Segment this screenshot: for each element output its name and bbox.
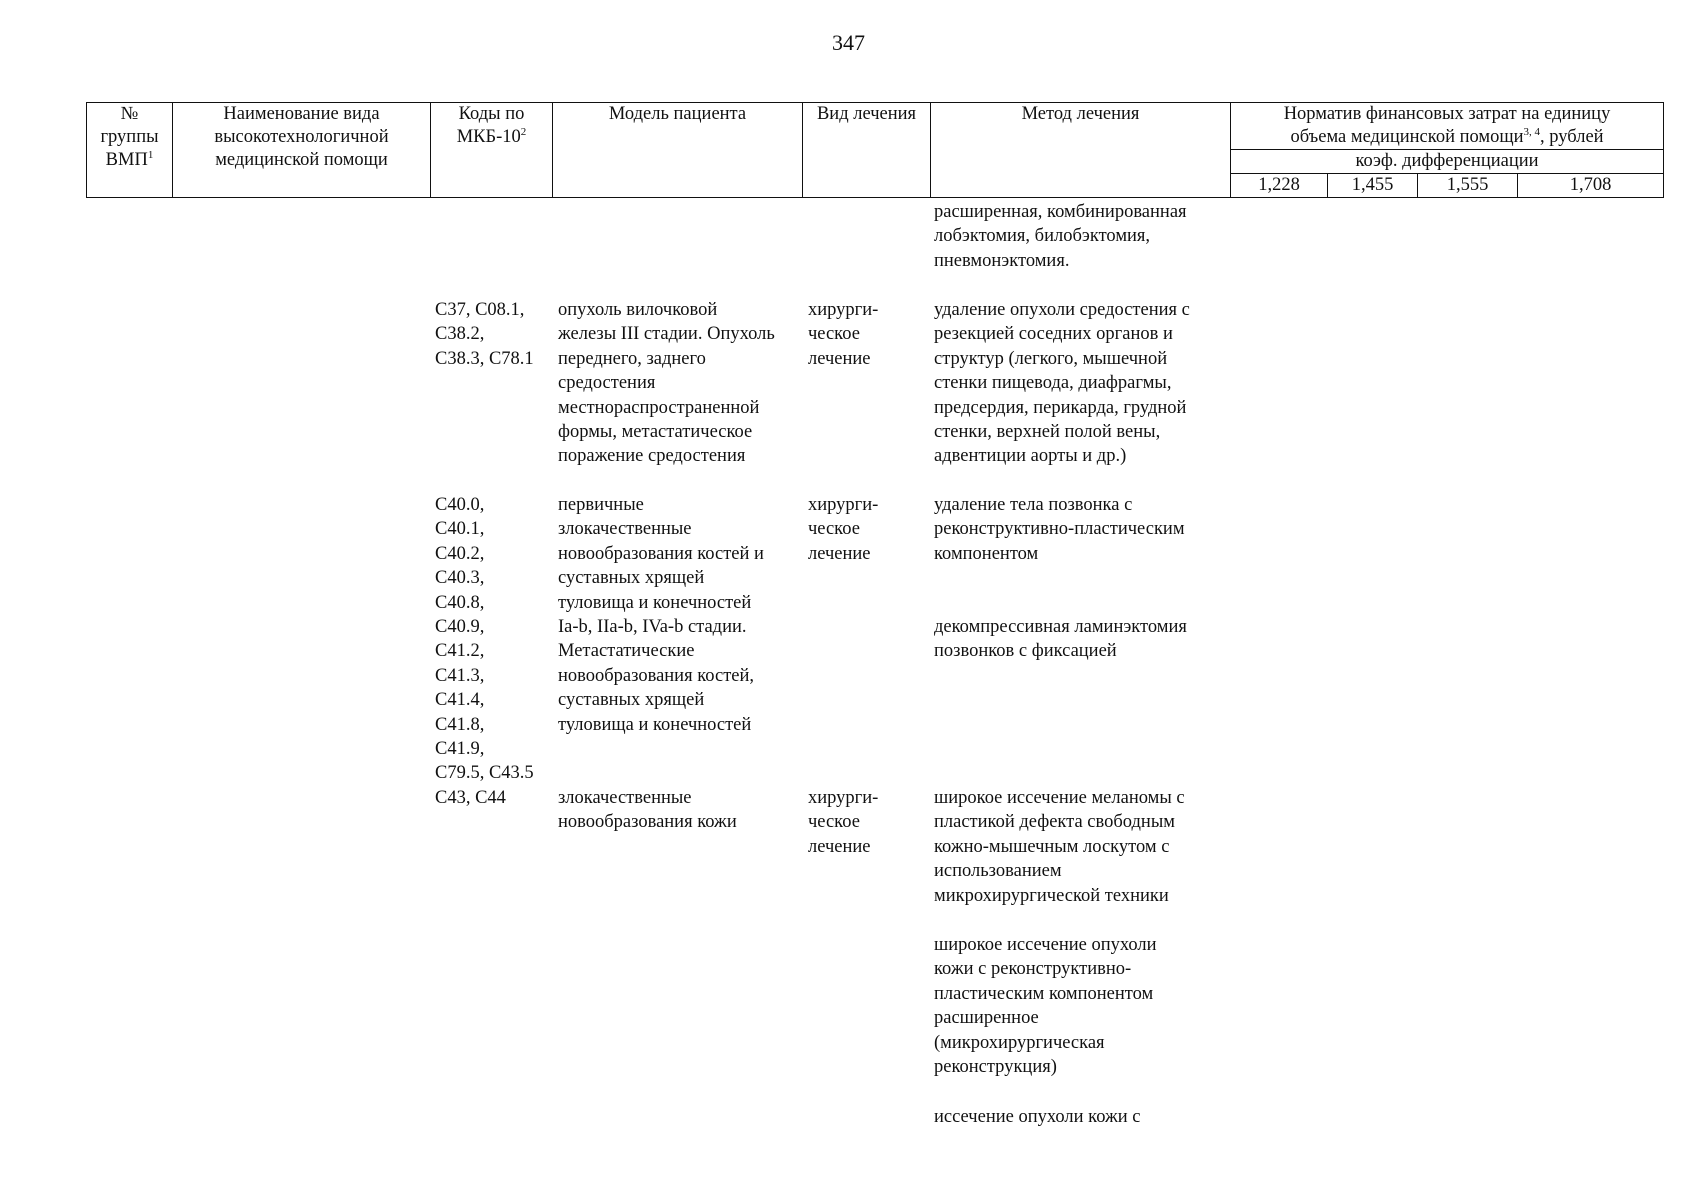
codes-row2: C40.0, C40.1, C40.2, C40.3, C40.8, C40.9, C41.2, C41.3, C41.4, C41.8, C41.9, C79.5, C43.5	[435, 495, 534, 784]
codes-row3: C43, C44	[435, 788, 506, 808]
header-cost-norm	[1231, 103, 1664, 150]
header-patient-model	[553, 103, 803, 198]
model-row2: первичные злокачественные новообразования костей и суставных хрящей туловища и конечностей Ia-b, IIa-b, IVa-b стадии. Метастатические новообразования костей, суставных хрящей туловища и конечностей	[558, 495, 764, 735]
method-row3-1: широкое иссечение опухоли кожи с реконструктивно- пластическим компонентом расширенное (микрохирургическая реконструкция)	[934, 935, 1157, 1078]
header-patient-model-text: Модель пациента	[608, 104, 747, 124]
header-cost-norm-line2: объема медицинской помощи	[1290, 127, 1524, 147]
header-treatment-method-text: Метод лечения	[1021, 104, 1140, 124]
footnote-2-marker: 2	[520, 125, 527, 138]
method-row3-2: иссечение опухоли кожи с	[934, 1107, 1141, 1127]
codes-row1: C37, C08.1, C38.2, C38.3, C78.1	[435, 300, 534, 369]
type-row3: хирурги- ческое лечение	[808, 788, 879, 857]
page-number: 347	[832, 30, 865, 55]
header-icd-codes-text: Коды по МКБ-10	[456, 104, 525, 147]
method-row0-0: расширенная, комбинированная лобэктомия, билобэктомия, пневмонэктомия.	[934, 202, 1187, 271]
header-coef-label-text: коэф. дифференциации	[1355, 151, 1539, 171]
type-row1: хирурги- ческое лечение	[808, 300, 879, 369]
model-row3: злокачественные новообразования кожи	[558, 788, 737, 833]
footnote-1-marker: 1	[147, 148, 154, 161]
header-care-type-name	[173, 103, 431, 198]
table-header	[86, 102, 1664, 198]
type-row2: хирурги- ческое лечение	[808, 495, 879, 564]
method-row3-0: широкое иссечение меланомы с пластикой дефекта свободным кожно-мышечным лоскутом с использованием микрохирургической техники	[934, 788, 1185, 906]
model-row1: опухоль вилочковой железы III стадии. Опухоль переднего, заднего средостения местнораспространенной формы, метастатическое поражение средостения	[558, 300, 775, 467]
header-care-type-name-text: Наименование вида высокотехнологичной медицинской помощи	[214, 104, 389, 170]
header-group-number	[87, 103, 173, 198]
header-icd-codes	[431, 103, 553, 198]
method-row2-0: удаление тела позвонка с реконструктивно-пластическим компонентом	[934, 495, 1185, 564]
header-group-number-text: № группы ВМП	[100, 104, 159, 170]
header-cost-norm-line1: Норматив финансовых затрат на единицу	[1283, 104, 1611, 124]
footnote-3-4-marker: 3, 4	[1523, 125, 1540, 138]
header-cost-norm-tail: , рублей	[1540, 127, 1604, 147]
header-coef-4: 1,708	[1518, 174, 1664, 198]
header-coef-label	[1231, 150, 1664, 174]
method-row2-1: декомпрессивная ламинэктомия позвонков с фиксацией	[934, 617, 1187, 662]
header-treatment-method	[931, 103, 1231, 198]
method-row1-0: удаление опухоли средостения с резекцией соседних органов и структур (легкого, мышечной стенки пищевода, диафрагмы, предсердия, перикарда, грудной стенки, верхней полой вены, адвентиции аорты и др.)	[934, 300, 1190, 467]
header-coef-1: 1,228	[1231, 174, 1328, 198]
header-coef-2: 1,455	[1328, 174, 1418, 198]
header-treatment-type	[803, 103, 931, 198]
header-coef-3: 1,555	[1418, 174, 1518, 198]
header-treatment-type-text: Вид лечения	[816, 104, 917, 124]
